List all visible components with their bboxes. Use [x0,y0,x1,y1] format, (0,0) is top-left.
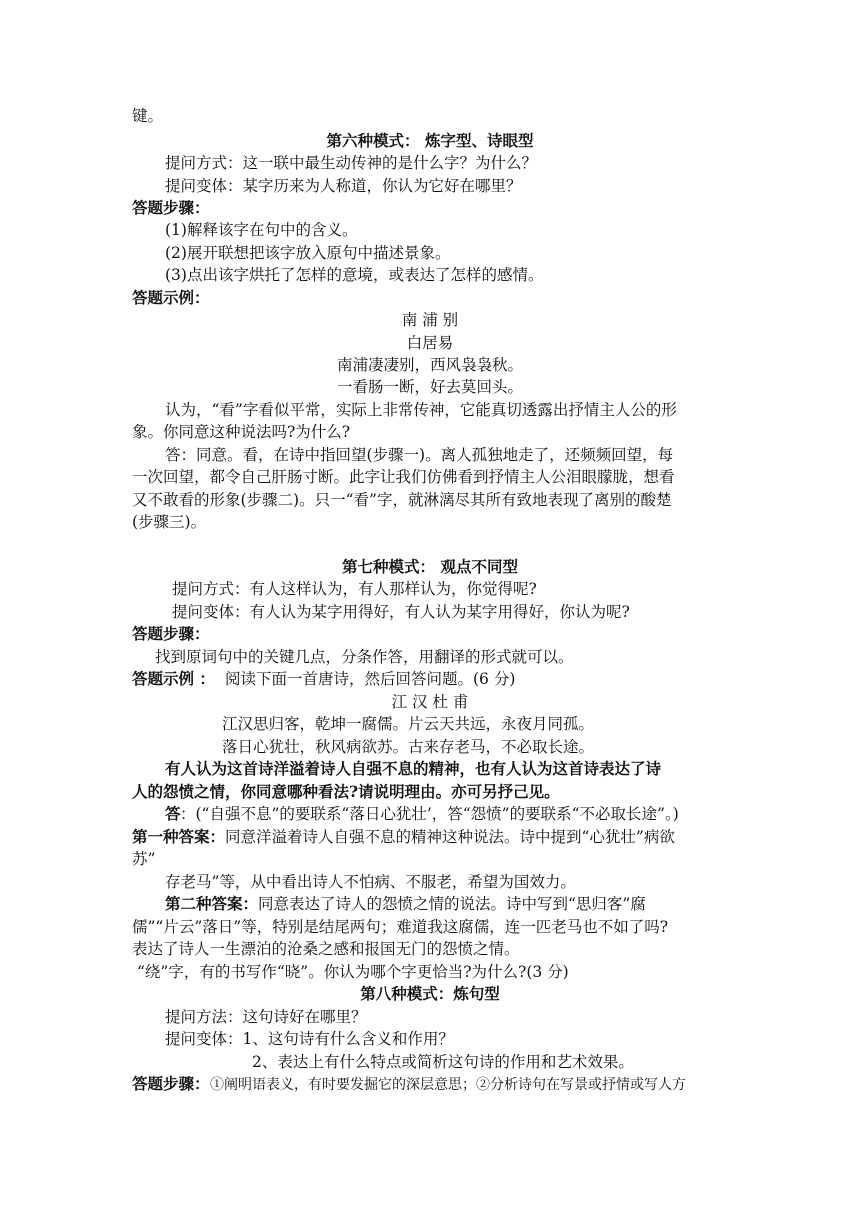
text-line-l38: 第八种模式：炼句型 [360,984,500,1003]
text-line-l31b: 同意洋溢着诗人自强不息的精神这种说法。诗中提到“心犹壮”病欲 [225,828,675,846]
text-line-l18: (步骤三)。 [132,513,207,531]
text-line-l01: 第六种模式： 炼字型、诗眼型 [326,131,534,150]
text-line-l36: 表达了诗人一生漂泊的沧桑之感和报国无门的怨愤之情。 [132,940,520,958]
text-line-l31a: 第一种答案： [132,827,226,846]
text-line-l10: 白居易 [406,334,454,352]
text-line-l24a: 答题示例 ： [132,669,215,688]
text-line-l34a: 第二种答案： [165,894,259,913]
text-line-l16: 一次回望，都令自己肝肠寸断。此字让我们仿佛看到抒情主人公泪眼朦胧，想看 [132,468,675,486]
text-line-l24b: 阅读下面一首唐诗，然后回答问题。(6 分) [225,670,516,688]
text-line-l13: 认为，“看”字看似平常，实际上非常传神，它能真切透露出抒情主人公的形 [165,401,677,419]
text-line-l30a: 答 [165,804,181,823]
text-line-l06: (2)展开联想把该字放入原句中描述景象。 [165,244,451,262]
text-line-l42b: ①阐明语表义，有时要发掘它的深层意思；②分析诗句在写景或抒情或写人方 [210,1077,686,1093]
text-line-l12: 一看肠一断，好去莫回头。 [336,378,523,396]
text-line-l22: 答题步骤： [132,624,210,643]
text-line-l03: 提问变体：某字历来为人称道，你认为它好在哪里？ [165,177,522,195]
text-line-l21: 提问变体：有人认为某字用得好，有人认为某字用得好，你认为呢? [172,603,630,621]
text-line-l11: 南浦凄凄别，西风袅袅秋。 [336,356,523,374]
text-line-l41: 2、表达上有什么特点或简析这句诗的作用和艺术效果。 [252,1053,634,1071]
text-line-l02: 提问方式：这一联中最生动传神的是什么字？为什么？ [165,154,538,172]
text-line-l05: (1)解释该字在句中的含义。 [165,221,358,239]
text-line-l00: 键。 [132,107,164,125]
text-line-l09: 南 浦 别 [401,311,459,329]
text-line-l35: 儒”“片云”落日”等，特别是结尾两句；难道我这腐儒，连一匹老马也不如了吗? [132,918,669,936]
text-line-l14: 象。你同意这种说法吗?为什么? [132,423,351,441]
text-line-l34b: 同意表达了诗人的怨愤之情的说法。诗中写到“思归客”腐 [258,895,646,913]
text-line-l19: 第七种模式： 观点不同型 [342,557,518,576]
text-line-l26: 江汉思归客，乾坤一腐儒。片云天共远，永夜月同孤。 [222,715,595,733]
text-line-l25: 江 汉 杜 甫 [391,693,469,711]
text-line-l30b: ：(“自强不息”的要联系“落日心犹壮’，答“怨愤”的要联系“不必取长途”。) [180,805,679,823]
text-line-l37: “绕”字，有的书写作“晓”。你认为哪个字更恰当?为什么?(3 分) [137,963,569,981]
text-line-l20: 提问方式：有人这样认为，有人那样认为，你觉得呢? [172,580,537,598]
text-line-l39: 提问方法：这句诗好在哪里？ [165,1008,367,1026]
text-line-l42a: 答题步骤： [132,1074,210,1093]
text-line-l27: 落日心犹壮，秋风病欲苏。古来存老马，不必取长途。 [222,738,595,756]
text-line-l40: 提问变体：1、这句诗有什么含义和作用？ [165,1030,454,1048]
text-line-l23: 找到原词句中的关键几点，分条作答，用翻译的形式就可以。 [155,648,574,666]
text-line-l04: 答题步骤： [132,198,210,217]
text-line-l07: (3)点出该字烘托了怎样的意境，或表达了怎样的感情。 [165,266,544,284]
text-line-l32: 苏” [132,850,156,868]
text-line-l28: 有人认为这首诗洋溢着诗人自强不息的精神，也有人认为这首诗表达了诗 [165,759,662,778]
text-line-l08: 答题示例： [132,288,210,307]
text-line-l15: 答：同意。看，在诗中指回望(步骤一)。离人孤独地走了，还频频回望，每 [165,446,674,464]
text-line-l33: 存老马”等，从中看出诗人不怕病、不服老，希望为国效力。 [165,873,576,891]
text-line-l17: 又不敢看的形象(步骤二)。只一“看”字，就淋漓尽其所有致地表现了离别的酸楚 [132,491,672,509]
text-line-l29: 人的怨愤之情，你同意哪种看法?请说明理由。亦可另抒己见。 [132,782,560,801]
